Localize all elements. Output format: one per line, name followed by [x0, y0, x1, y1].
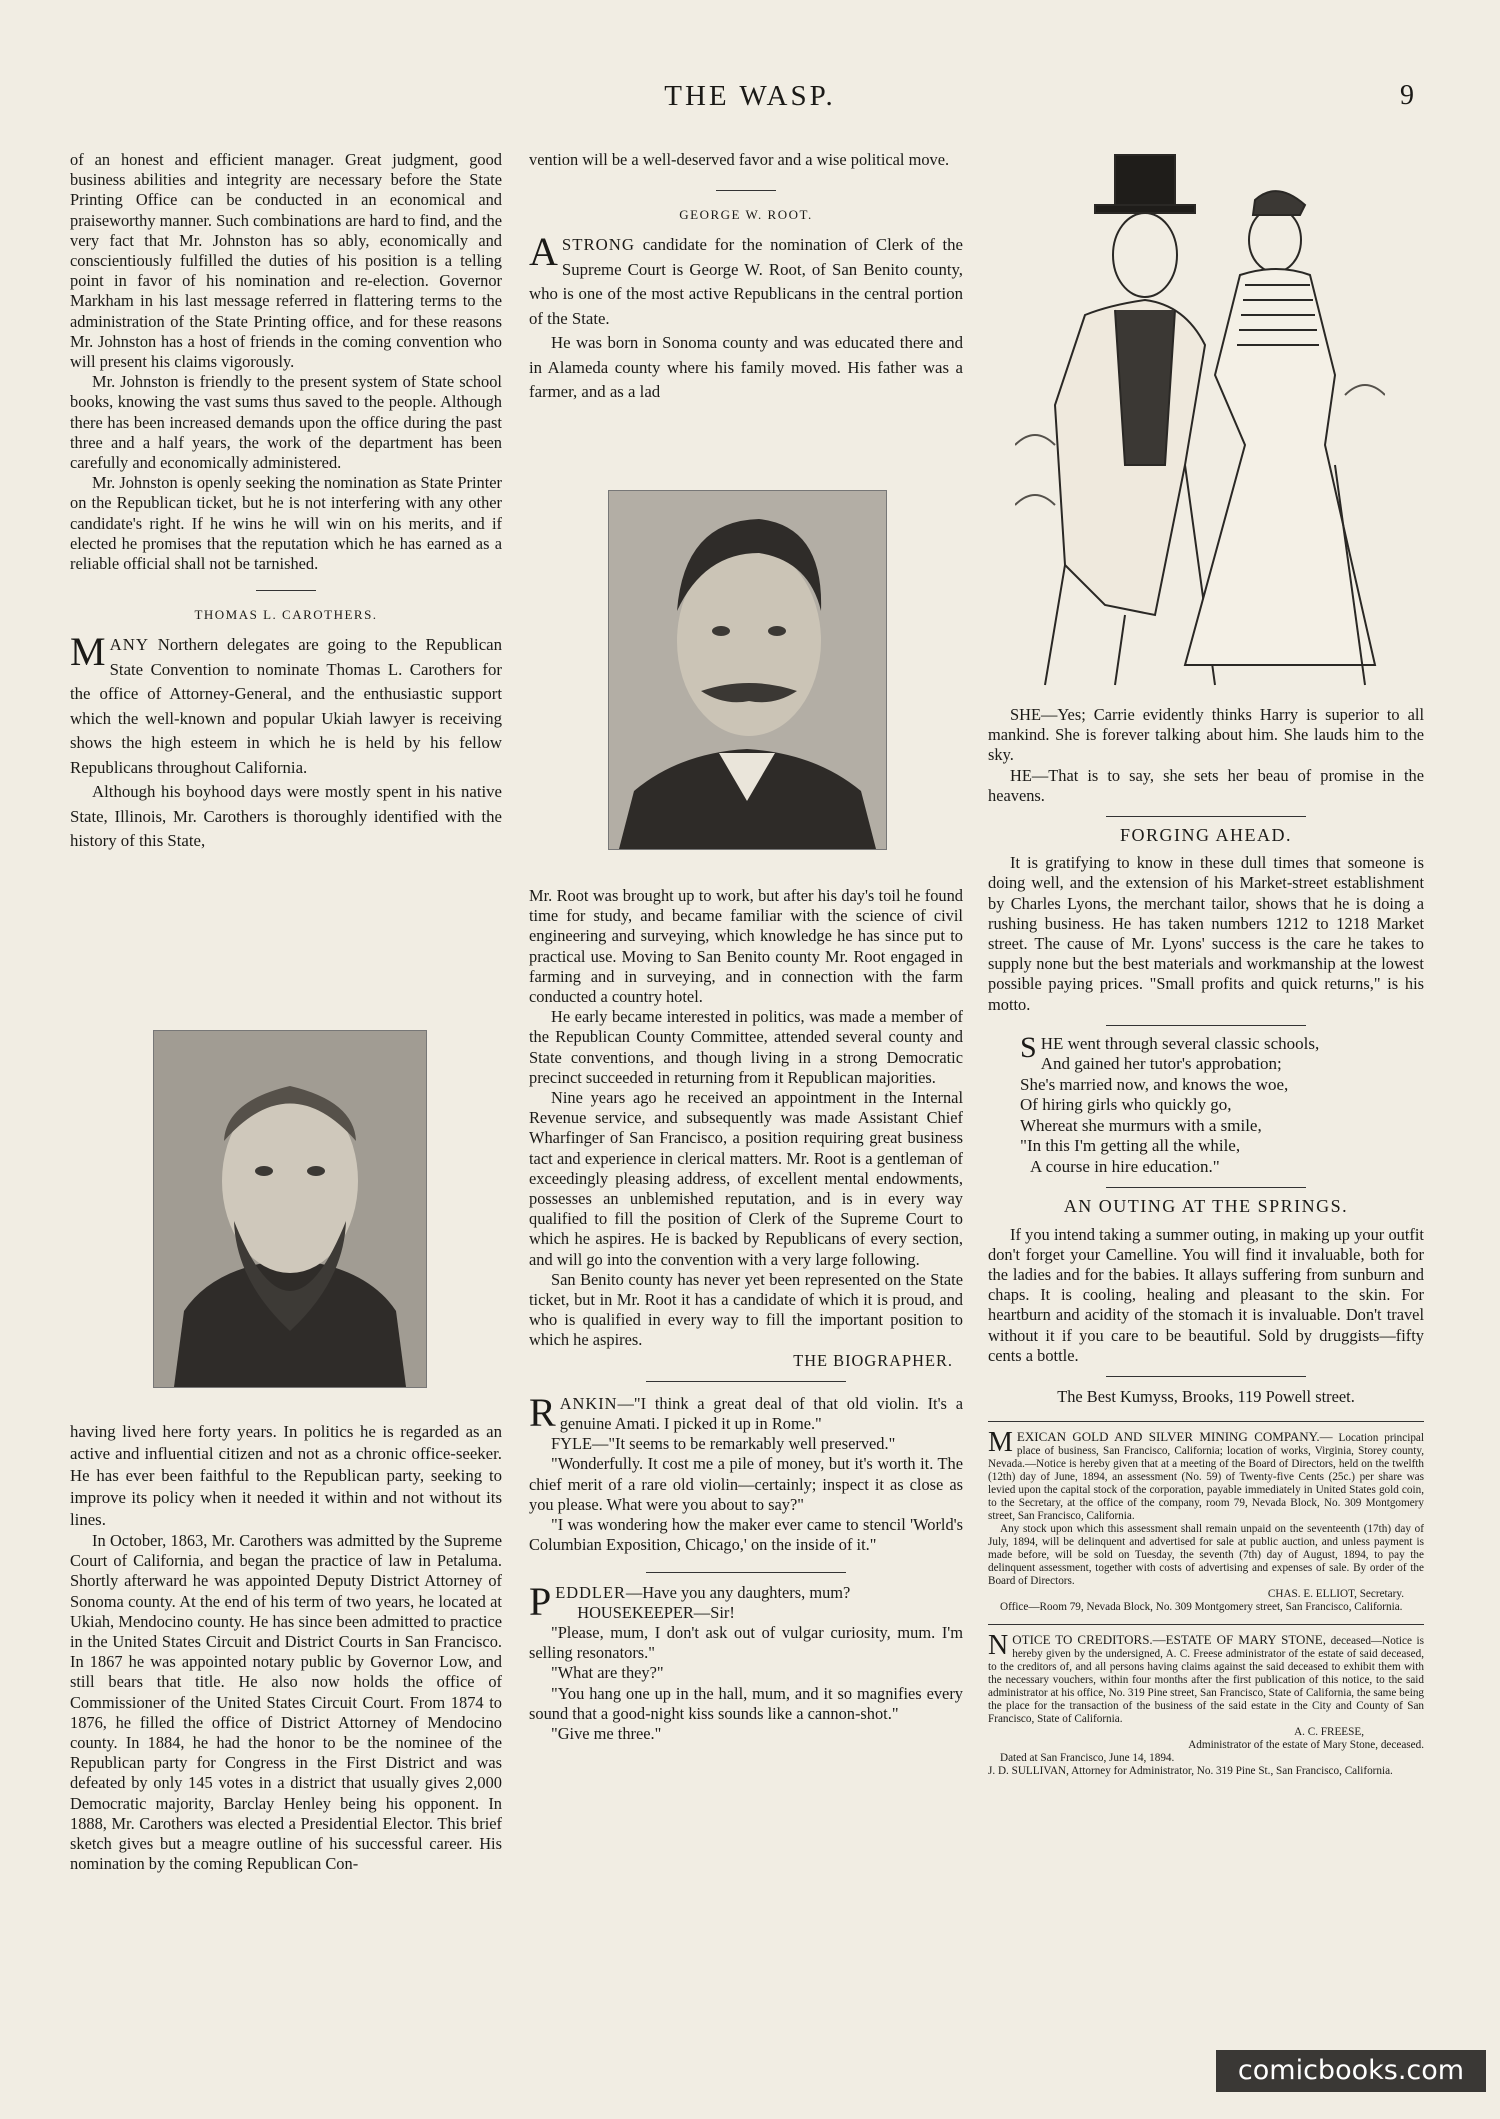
portrait-carothers: [153, 1030, 427, 1388]
drop-cap: S: [1020, 1030, 1037, 1064]
column-2-continued: [529, 886, 963, 1744]
joke-line: "Wonderfully. It cost me a pile of money, but it's worth it. The chief merit of a rare old violin—certainly; inspect it as close as you please. What were you about to say?": [529, 1454, 963, 1514]
section-rule: [1106, 1376, 1306, 1377]
joke-line: PEDDLER—Have you any daughters, mum?: [529, 1578, 851, 1624]
poem-line: And gained her tutor's approbation;: [1040, 1054, 1282, 1074]
column-1-continued: [70, 1421, 502, 1874]
paragraph: Although his boyhood days were mostly spent in his native State, Illinois, Mr. Carothers is thoroughly identified with the history of this State,: [70, 782, 502, 851]
column-2: [529, 150, 963, 405]
byline: THE BIOGRAPHER.: [793, 1350, 953, 1370]
portrait-root: [608, 490, 887, 850]
section-rule: [256, 590, 316, 591]
poem: [988, 1030, 1424, 1178]
section-heading: GEORGE W. ROOT.: [679, 207, 813, 223]
paragraph: Nine years ago he received an appointment in the Internal Revenue service, and subsequently was made Assistant Chief Wharfinger of San Francisco, a position requiring great business tact and experience in clerical matters. Mr. Root is a gentleman of exceedingly pleasing address, of excellent mental endowments, possesses an unblemished reputation, and is in every way qualified to fill the position of Clerk of the Supreme Court to which he aspires. He is backed by Republicans of every section, and will go into the convention with a very large following.: [529, 1088, 963, 1269]
paragraph: ASTRONG candidate for the nomination of Clerk of the Supreme Court is George W. Root, of San Benito county, who is one of the most active Republicans in the central portion of the State.: [529, 229, 963, 328]
lead-word: EDDLER: [555, 1582, 626, 1602]
section-rule: [1106, 1187, 1306, 1188]
joke-line: HOUSEKEEPER—Sir!: [577, 1602, 735, 1622]
poem-line: SHE went through several classic schools,: [1020, 1030, 1320, 1064]
page-number: 9: [1400, 80, 1414, 111]
legal-notice-creditors: NOTICE TO CREDITORS.—ESTATE OF MARY STONE, deceased—Notice is hereby given by the undersigned, A. C. Freese administrator of the estate of said deceased, to the creditors of, and all persons having claims against the said deceased to exhibit them with the necessary vouchers, within four months after the first publication of this notice, to the said administrator at his office, No. 319 Pine street, San Francisco, State of California, the same being the place for the transaction of the business of the said estate in the City and County of San Francisco, State of California. A. C. FREESE, Administrator of the estate of Mary Stone, deceased. Dated at San Francisco, June 14, 1894. J. D. SULLIVAN, Attorney for Administrator, No. 319 Pine St., San Francisco, California.: [988, 1630, 1425, 1778]
drop-cap: A: [529, 229, 558, 275]
section-rule: [1106, 1025, 1306, 1026]
couple-drawing: [1015, 145, 1385, 690]
column-3: [988, 705, 1424, 1778]
cartoon-caption: HE—That is to say, she sets her beau of promise in the heavens.: [988, 765, 1424, 805]
section-rule: [988, 1624, 1424, 1625]
advertisement-line: The Best Kumyss, Brooks, 119 Powell street.: [1057, 1386, 1355, 1406]
poem-line: A course in hire education.": [1030, 1156, 1220, 1176]
illustration-couple: [1015, 145, 1385, 690]
portrait-carothers-image: [154, 1031, 426, 1387]
joke-line: "You hang one up in the hall, mum, and it so magnifies every sound that a good-night kiss sounds like a cannon-shot.": [529, 1683, 963, 1723]
section-rule: [646, 1381, 846, 1382]
drop-cap: P: [529, 1578, 552, 1624]
poem-line: Of hiring girls who quickly go,: [1020, 1095, 1232, 1115]
drop-cap: M: [70, 629, 106, 675]
paragraph: of an honest and efficient manager. Great judgment, good business abilities and integrity are necessary before the State Printing Office can be conducted in an economical and praiseworthy manner. Such combinations are hard to find, and the very fact that Mr. Johnston has so ably, economically and conscientiously fulfilled the duties of his position is a telling point in favor of his nomination and re-election. Governor Markham in his last message referred in flattering terms to the administration of the State Printing office, and for these reasons Mr. Johnston has a host of friends in the coming convention who will present his claims vigorously.: [70, 150, 502, 372]
paragraph: having lived here forty years. In politics he is regarded as an active and influential citizen and not as a chronic office-seeker. He has ever been faithful to the Republican party, seeking to improve its policy when it needed it within and not without its lines.: [70, 1422, 502, 1529]
column-1: [70, 150, 502, 854]
paragraph: In October, 1863, Mr. Carothers was admitted by the Supreme Court of California, and began the practice of law in Petaluma. Shortly afterward he was appointed Deputy District Attorney of Sonoma county. At the end of his term of two years, he located at Ukiah, Mendocino county. He has since been admitted to practice in the United States Circuit and District Courts in San Francisco. In 1867 he was appointed notary public by Governor Low, and still bears that title. He also now holds the office of Commissioner of the United States Circuit Court. From 1874 to 1876, he filled the office of District Attorney of Mendocino county. In 1884, he had the honor to be the nominee of the Republican party for Congress in the First District and was defeated by only 145 votes in a district that usually gives 2,000 Democratic majority, Barclay Henley being his opponent. In 1888, Mr. Carothers was elected a Presidential Elector. This brief sketch gives but a meagre outline of his successful career. His nomination by the coming Republican Con-: [70, 1531, 502, 1874]
paragraph: It is gratifying to know in these dull times that someone is doing well, and the extension of his Market-street establishment by Charles Lyons, the merchant tailor, shows that he is doing a rushing business. He has taken numbers 1212 to 1218 Market street. The cause of Mr. Lyons' success is the care he takes to supply none but the best materials and workmanship at the lowest possible paying prices. "Small profits and quick returns," is his motto.: [988, 853, 1424, 1014]
site-watermark: comicbooks.com: [1216, 2050, 1486, 2092]
poem-line: "In this I'm getting all the while,: [1020, 1136, 1241, 1156]
lead-word: ANY: [109, 635, 149, 655]
joke-line: "Please, mum, I don't ask out of vulgar curiosity, mum. I'm selling resonators.": [529, 1622, 963, 1663]
section-rule: [988, 1421, 1424, 1422]
section-heading: FORGING AHEAD.: [1119, 825, 1292, 846]
section-heading: THOMAS L. CAROTHERS.: [194, 607, 378, 623]
paragraph: He was born in Sonoma county and was educated there and in Alameda county where his family moved. His father was a farmer, and as a lad: [529, 333, 963, 402]
paragraph: MANY Northern delegates are going to the Republican State Convention to nominate Thomas L. Carothers for the office of Attorney-General, and the enthusiastic support which the well-known and popular Ukiah lawyer is receiving shows the high esteem in which he is held by his fellow Republicans throughout California.: [70, 629, 502, 777]
paragraph: If you intend taking a summer outing, in making up your outfit don't forget your Camelline. You will find it invaluable, both for the ladies and for the babies. It allays suffering from sunburn and chaps. It is cooling, healing and pleasant to the skin. For heartburn and acidity of the stomach it is invaluable. Don't travel without it if you care to be beautiful. Sold by druggists—fifty cents a bottle.: [988, 1224, 1424, 1365]
lead-word: ANKIN: [559, 1393, 618, 1413]
drop-cap: M: [988, 1427, 1013, 1459]
section-heading: AN OUTING AT THE SPRINGS.: [1063, 1196, 1349, 1217]
paragraph: San Benito county has never yet been represented on the State ticket, but in Mr. Root it has a candidate of which it is proud, and who is qualified in every way to fill the important position to which he aspires.: [529, 1269, 963, 1350]
drop-cap: R: [529, 1389, 556, 1435]
paragraph: He early became interested in politics, was made a member of the Republican County Committee, attended several county and State conventions, and though living in a strong Democratic precinct succeeded in returning from it Republican majorities.: [529, 1007, 963, 1087]
paragraph: Mr. Root was brought up to work, but after his day's toil he found time for study, and became familiar with the science of civil engineering and surveying, which knowledge he has since put to practical use. Moving to San Benito county Mr. Root engaged in farming and in surveying, and in connection with the farm conducted a country hotel.: [529, 886, 963, 1007]
joke-line: RANKIN—"I think a great deal of that old violin. It's a genuine Amati. I picked it up in Rome.": [529, 1389, 963, 1435]
cartoon-caption: SHE—Yes; Carrie evidently thinks Harry is superior to all mankind. She is forever talking about him. She lauds him to the sky.: [988, 705, 1424, 765]
lead-word: STRONG: [561, 235, 636, 255]
drop-cap: N: [988, 1630, 1009, 1662]
legal-notice-mining: MEXICAN GOLD AND SILVER MINING COMPANY.— Location principal place of business, San Francisco, California; location of works, Virginia, Storey county, Nevada.—Notice is hereby given that at a meeting of the Board of Directors, held on the twelfth (12th) day of June, 1894, an assessment (No. 59) of Twenty-five Cents (25c.) per share was levied upon the capital stock of the corporation, payable immediately in United States gold coin, to the Secretary, at the office of the company, room 79, Nevada Block, No. 309 Montgomery street, San Francisco, California. Any stock upon which this assessment shall remain unpaid on the seventeenth (17th) day of July, 1894, will be delinquent and advertised for sale at public auction, and unless payment is made before, will be sold on Tuesday, the seventh (7th) day of August, 1894, to pay the delinquent assessment, together with costs of advertising and expenses of sale. By order of the Board of Directors. CHAS. E. ELLIOT, Secretary. Office—Room 79, Nevada Block, No. 309 Montgomery street, San Francisco, California.: [988, 1427, 1424, 1614]
joke-line: "I was wondering how the maker ever came to stencil 'World's Columbian Exposition, Chicago,' on the inside of it.": [529, 1515, 963, 1555]
section-rule: [646, 1572, 846, 1573]
paragraph: Mr. Johnston is friendly to the present system of State school books, knowing the vast sums thus saved to the people. Although there has been increased demands upon the office during the past three and a half years, the work of the department has been carefully and economically administered.: [70, 372, 502, 473]
joke-line: "Give me three.": [551, 1723, 662, 1743]
poem-line: Whereat she murmurs with a smile,: [1020, 1115, 1262, 1135]
joke-line: FYLE—"It seems to be remarkably well preserved.": [551, 1434, 896, 1454]
paragraph: vention will be a well-deserved favor and a wise political move.: [529, 150, 950, 169]
joke-line: "What are they?": [551, 1663, 664, 1683]
page-title: THE WASP.: [664, 80, 836, 112]
poem-line: She's married now, and knows the woe,: [1020, 1074, 1289, 1094]
section-rule: [1106, 816, 1306, 817]
paragraph: Mr. Johnston is openly seeking the nomination as State Printer on the Republican ticket, but he is not interfering with any other candidate's right. If he wins he will win on his merits, and if elected he promises that the reputation which he has earned as a reliable official shall not be tarnished.: [70, 473, 502, 574]
section-rule: [716, 190, 776, 191]
portrait-root-image: [609, 491, 886, 849]
